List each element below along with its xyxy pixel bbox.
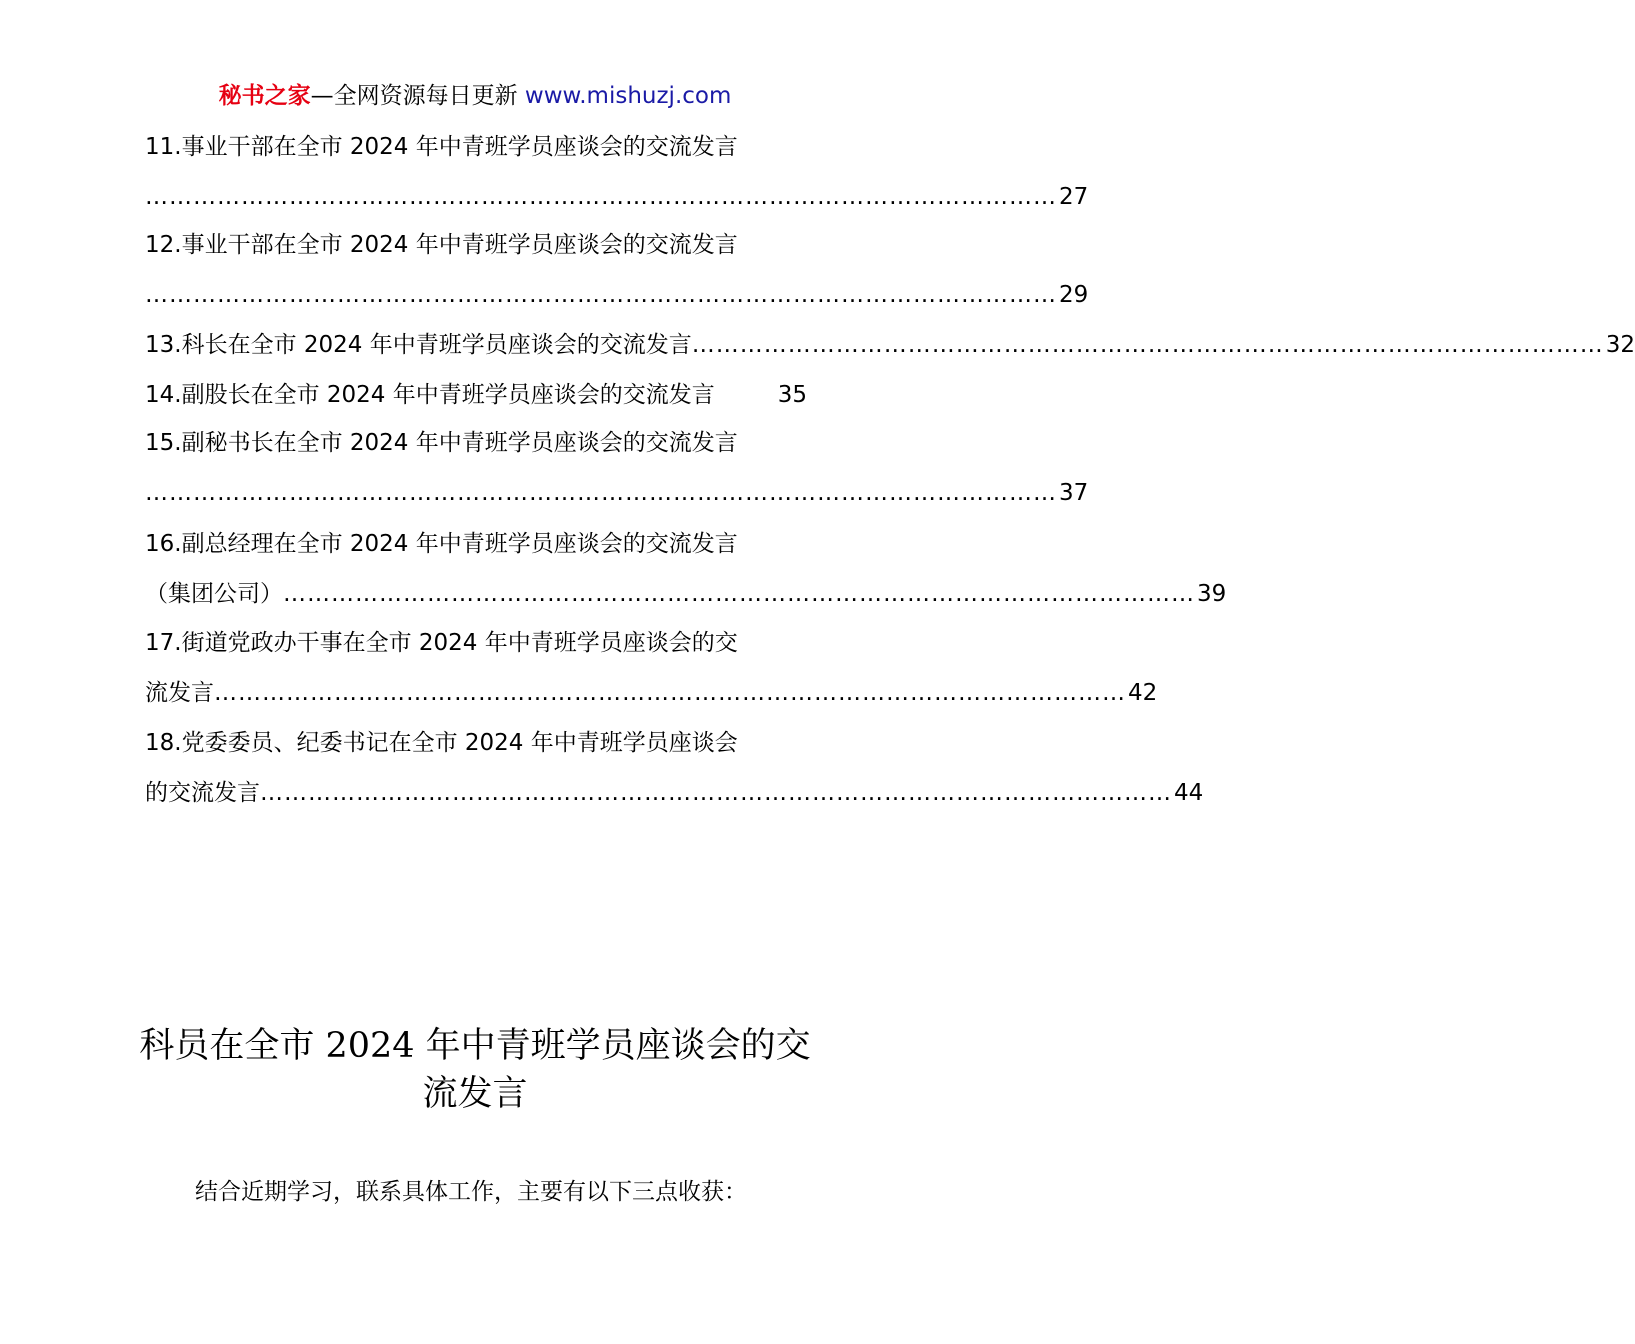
- toc-title-line: 16.副总经理在全市 2024 年中青班学员座谈会的交流发言: [145, 531, 738, 557]
- toc-page-number: 44: [1174, 780, 1204, 806]
- toc-leader-line: [145, 468, 1089, 518]
- toc-title-line: 18.党委委员、纪委书记在全市 2024 年中青班学员座谈会: [145, 730, 738, 756]
- toc-page-number: 32: [1605, 332, 1635, 358]
- toc-leader-line: 的交流发言 …………………………………………………………………………………………………… 44: [145, 768, 807, 818]
- toc-page-number: 39: [1197, 581, 1227, 607]
- toc-leader-line: （集团公司） …………………………………………………………………………………………………… 39: [145, 569, 807, 619]
- toc-title-line: 15.副秘书长在全市 2024 年中青班学员座谈会的交流发言: [145, 430, 738, 456]
- toc-leader-line: 13.科长在全市 2024 年中青班学员座谈会的交流发言 …………………………………………………………………………………………………… 32: [145, 320, 807, 370]
- toc-dot-leader: ……………………………………………………………………………………………………: [145, 480, 1057, 506]
- toc-dot-leader: ……………………………………………………………………………………………………: [691, 332, 1604, 358]
- toc-entry-16[interactable]: [145, 519, 1227, 619]
- toc-entry-13[interactable]: [145, 320, 1635, 370]
- toc-leader-line: [145, 270, 1089, 320]
- site-brand: 秘书之家: [218, 83, 311, 109]
- document-body-paragraph: 结合近期学习，联系具体工作，主要有以下三点收获：: [195, 1179, 747, 1205]
- toc-page-number: 42: [1128, 680, 1158, 706]
- toc-page-number: 29: [1059, 282, 1089, 308]
- toc-page-number: 27: [1059, 184, 1089, 210]
- toc-page-number: 35: [777, 382, 807, 408]
- toc-entry-18[interactable]: [145, 718, 1204, 818]
- toc-dot-leader: ……………………………………………………………………………………………………: [145, 282, 1057, 308]
- toc-title-line: 11.事业干部在全市 2024 年中青班学员座谈会的交流发言: [145, 134, 738, 160]
- toc-leader-line: 流发言 …………………………………………………………………………………………………… 42: [145, 668, 807, 718]
- toc-entry-15[interactable]: [145, 418, 1089, 518]
- toc-leader-line: [145, 172, 1089, 222]
- toc-page-number: 37: [1059, 480, 1089, 506]
- site-url-link[interactable]: www.mishuzj.com: [524, 83, 732, 109]
- toc-entry-14[interactable]: [145, 370, 807, 420]
- toc-dot-leader: ……………………………………………………………………………………………………: [283, 581, 1195, 607]
- toc-dot-leader: ……………………………………………………………………………………………………: [145, 184, 1057, 210]
- toc-dot-leader: ……………………………………………………………………………………………………: [260, 780, 1172, 806]
- document-title-line-2: 流发言: [422, 1074, 528, 1114]
- toc-dot-leader: ……………………………………………………………………………………………………: [214, 680, 1126, 706]
- toc-entry-17[interactable]: [145, 618, 1158, 718]
- toc-title-line: 12.事业干部在全市 2024 年中青班学员座谈会的交流发言: [145, 232, 738, 258]
- toc-leader-line: 14.副股长在全市 2024 年中青班学员座谈会的交流发言 35: [145, 370, 807, 420]
- toc-title-line: 17.街道党政办干事在全市 2024 年中青班学员座谈会的交: [145, 630, 738, 656]
- document-title: [120, 1022, 830, 1118]
- site-header: [0, 80, 950, 112]
- document-title-line-1: 科员在全市 2024 年中青班学员座谈会的交: [139, 1026, 811, 1066]
- toc-entry-11[interactable]: [145, 122, 1089, 222]
- site-tagline: —全网资源每日更新: [310, 83, 525, 109]
- toc-entry-12[interactable]: [145, 220, 1089, 320]
